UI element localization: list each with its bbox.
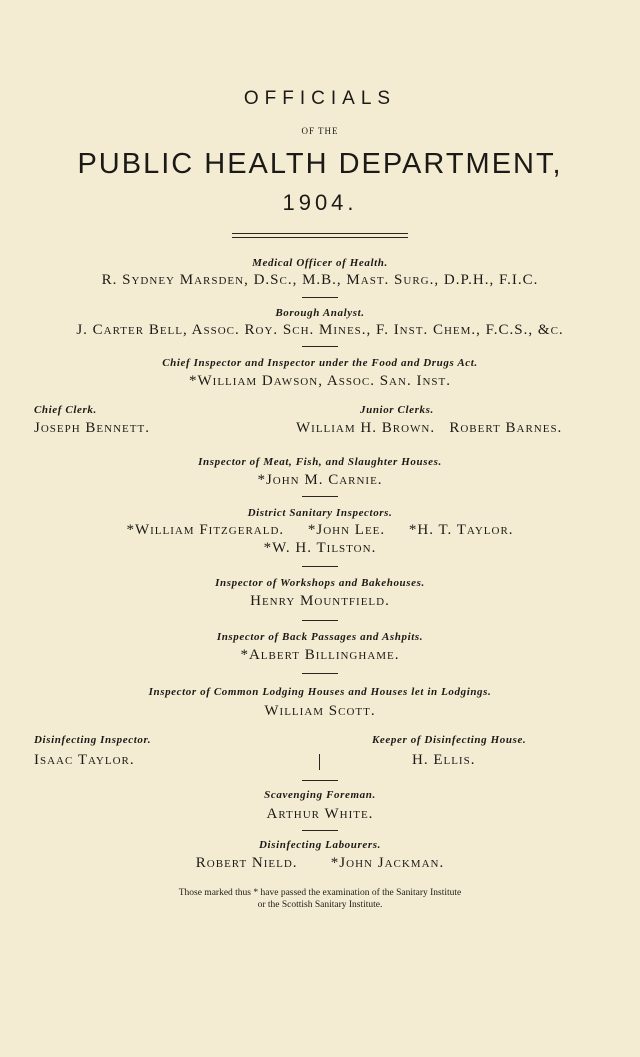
divider [302, 346, 338, 347]
analyst-name: J. Carter Bell, Assoc. Roy. Sch. Mines., F. Inst. Chem., F.C.S., &c. [76, 322, 564, 338]
district-names-line1: *William Fitzgerald. *John Lee. *H. T. Taylor. [126, 522, 514, 538]
chief-clerk-role: Chief Clerk. [34, 404, 97, 416]
labourers-role: Disinfecting Labourers. [259, 839, 381, 851]
title-department: PUBLIC HEALTH DEPARTMENT, [77, 148, 563, 180]
chief-clerk-name: Joseph Bennett. [34, 420, 150, 436]
moh-role: Medical Officer of Health. [252, 257, 388, 269]
moh-name: R. Sydney Marsden, D.Sc., M.B., Mast. Surg., D.P.H., F.I.C. [101, 272, 539, 288]
keeper-name: H. Ellis. [412, 752, 476, 768]
labourers-names: Robert Nield. *John Jackman. [195, 855, 445, 871]
divider [302, 620, 338, 621]
analyst-role: Borough Analyst. [275, 307, 365, 319]
title-rule-bottom [232, 237, 408, 238]
meat-inspector-role: Inspector of Meat, Fish, and Slaughter Houses. [198, 456, 442, 468]
title-rule-top [232, 233, 408, 234]
district-role: District Sanitary Inspectors. [247, 507, 393, 519]
title-officials: OFFICIALS [243, 88, 397, 109]
workshops-role: Inspector of Workshops and Bakehouses. [215, 577, 425, 589]
junior-clerks-role: Junior Clerks. [360, 404, 434, 416]
back-passages-role: Inspector of Back Passages and Ashpits. [216, 631, 424, 643]
divider [302, 673, 338, 674]
chief-inspector-role: Chief Inspector and Inspector under the Food and Drugs Act. [162, 357, 478, 369]
chief-inspector-name: *William Dawson, Assoc. San. Inst. [189, 373, 451, 389]
keeper-role: Keeper of Disinfecting House. [372, 734, 527, 746]
disinfecting-inspector-name: Isaac Taylor. [34, 752, 135, 768]
title-of-the: OF THE [301, 126, 339, 136]
divider [302, 297, 338, 298]
divider [302, 496, 338, 497]
scavenging-role: Scavenging Foreman. [264, 789, 376, 801]
footnote-line1: Those marked thus * have passed the examination of the Sanitary Institute [178, 888, 462, 898]
district-names-line2: *W. H. Tilston. [263, 540, 377, 556]
back-passages-name: *Albert Billinghame. [240, 647, 400, 663]
disinfecting-inspector-role: Disinfecting Inspector. [34, 734, 152, 746]
footnote-line2: or the Scottish Sanitary Institute. [257, 900, 383, 910]
meat-inspector-name: *John M. Carnie. [257, 472, 383, 488]
divider [302, 830, 338, 831]
divider [302, 780, 338, 781]
column-divider [319, 754, 320, 770]
lodging-name: William Scott. [264, 703, 376, 719]
junior-clerks-names: William H. Brown. Robert Barnes. [296, 420, 563, 436]
lodging-role: Inspector of Common Lodging Houses and Houses let in Lodgings. [148, 686, 492, 698]
title-year: 1904. [282, 190, 358, 215]
divider [302, 566, 338, 567]
scavenging-name: Arthur White. [266, 806, 374, 822]
workshops-name: Henry Mountfield. [250, 593, 390, 609]
